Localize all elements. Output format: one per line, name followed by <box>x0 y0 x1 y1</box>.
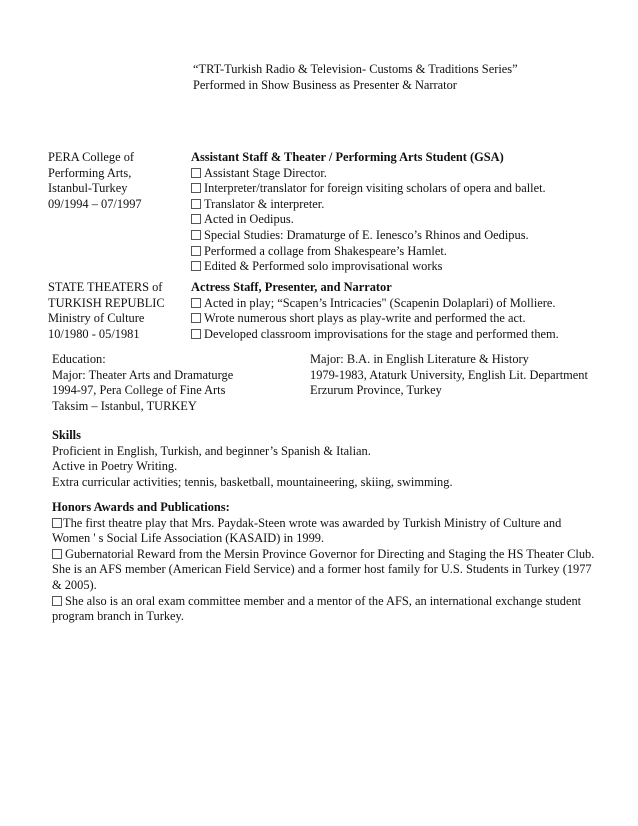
checkbox-bullet-icon <box>191 329 201 339</box>
checkbox-bullet-icon <box>191 246 201 256</box>
state-details <box>191 280 559 342</box>
checkbox-bullet-icon <box>191 261 201 271</box>
state-item: Wrote numerous short plays as play-write and performed the act. <box>191 311 559 327</box>
checkbox-bullet-icon <box>191 168 201 178</box>
top-line-1: “TRT-Turkish Radio & Television- Customs & Traditions Series” <box>193 62 518 76</box>
pera-details <box>191 150 546 275</box>
checkbox-bullet-icon <box>191 313 201 323</box>
education-line: 1994-97, Pera College of Fine Arts <box>52 383 226 398</box>
honors-line: & 2005). <box>52 577 97 592</box>
state-org-line: 10/1980 - 05/1981 <box>48 326 140 341</box>
pera-item: Interpreter/translator for foreign visiting scholars of opera and ballet. <box>191 181 546 197</box>
education-line: Erzurum Province, Turkey <box>310 383 442 398</box>
pera-org-line: Istanbul-Turkey <box>48 181 128 196</box>
checkbox-bullet-icon <box>191 199 201 209</box>
checkbox-bullet-icon <box>52 596 62 606</box>
honors-line: Gubernatorial Reward from the Mersin Province Governor for Directing and Staging the HS Theater Club. <box>52 547 594 563</box>
state-org-line: STATE THEATERS of <box>48 280 163 294</box>
honors-line: Women ' s Social Life Association (KASAID) in 1999. <box>52 531 325 546</box>
skills-line: Active in Poetry Writing. <box>52 459 178 474</box>
skills-section <box>52 428 453 490</box>
top-line-2: Performed in Show Business as Presenter & Narrator <box>193 78 457 92</box>
skills-heading: Skills <box>52 428 81 442</box>
education-line: Major: Theater Arts and Dramaturge <box>52 367 234 382</box>
checkbox-bullet-icon <box>191 214 201 224</box>
education-right <box>310 352 588 399</box>
checkbox-bullet-icon <box>191 183 201 193</box>
honors-line: She also is an oral exam committee member and a mentor of the AFS, an international exchange student <box>52 594 594 610</box>
honors-section <box>52 500 594 625</box>
pera-org <box>48 150 142 212</box>
pera-item: Translator & interpreter. <box>191 197 546 213</box>
skills-line: Extra curricular activities; tennis, basketball, mountaineering, skiing, swimming. <box>52 474 453 489</box>
checkbox-bullet-icon <box>52 518 62 528</box>
checkbox-bullet-icon <box>191 298 201 308</box>
education-line: Major: B.A. in English Literature & History <box>310 352 529 366</box>
pera-item: Edited & Performed solo improvisational works <box>191 259 546 275</box>
pera-item: Performed a collage from Shakespeare’s Hamlet. <box>191 244 546 260</box>
pera-org-line: Performing Arts, <box>48 165 132 180</box>
honors-line: The first theatre play that Mrs. Paydak-Steen wrote was awarded by Turkish Ministry of Culture and <box>52 516 594 532</box>
state-title: Actress Staff, Presenter, and Narrator <box>191 280 392 294</box>
honors-line: She is an AFS member (American Field Service) and a former host family for U.S. Students in Turkey (1977 <box>52 562 592 577</box>
honors-heading: Honors Awards and Publications: <box>52 500 230 514</box>
state-org <box>48 280 165 342</box>
state-org-line: TURKISH REPUBLIC <box>48 295 165 310</box>
pera-title: Assistant Staff & Theater / Performing Arts Student (GSA) <box>191 150 504 164</box>
checkbox-bullet-icon <box>52 549 62 559</box>
skills-line: Proficient in English, Turkish, and beginner’s Spanish & Italian. <box>52 443 371 458</box>
education-line: 1979-1983, Ataturk University, English Lit. Department <box>310 367 588 382</box>
pera-org-line: PERA College of <box>48 150 135 164</box>
honors-line: program branch in Turkey. <box>52 609 185 624</box>
state-item: Acted in play; “Scapen’s Intricacies" (Scapenin Dolaplari) of Molliere. <box>191 296 559 312</box>
pera-org-line: 09/1994 – 07/1997 <box>48 196 142 211</box>
education-left <box>52 352 233 414</box>
state-item: Developed classroom improvisations for the stage and performed them. <box>191 327 559 343</box>
checkbox-bullet-icon <box>191 230 201 240</box>
education-line: Taksim – Istanbul, TURKEY <box>52 398 197 413</box>
state-org-line: Ministry of Culture <box>48 311 145 326</box>
pera-item: Assistant Stage Director. <box>191 166 546 182</box>
pera-item: Acted in Oedipus. <box>191 212 546 228</box>
pera-item: Special Studies: Dramaturge of E. Ienesco’s Rhinos and Oedipus. <box>191 228 546 244</box>
education-line: Education: <box>52 352 106 366</box>
